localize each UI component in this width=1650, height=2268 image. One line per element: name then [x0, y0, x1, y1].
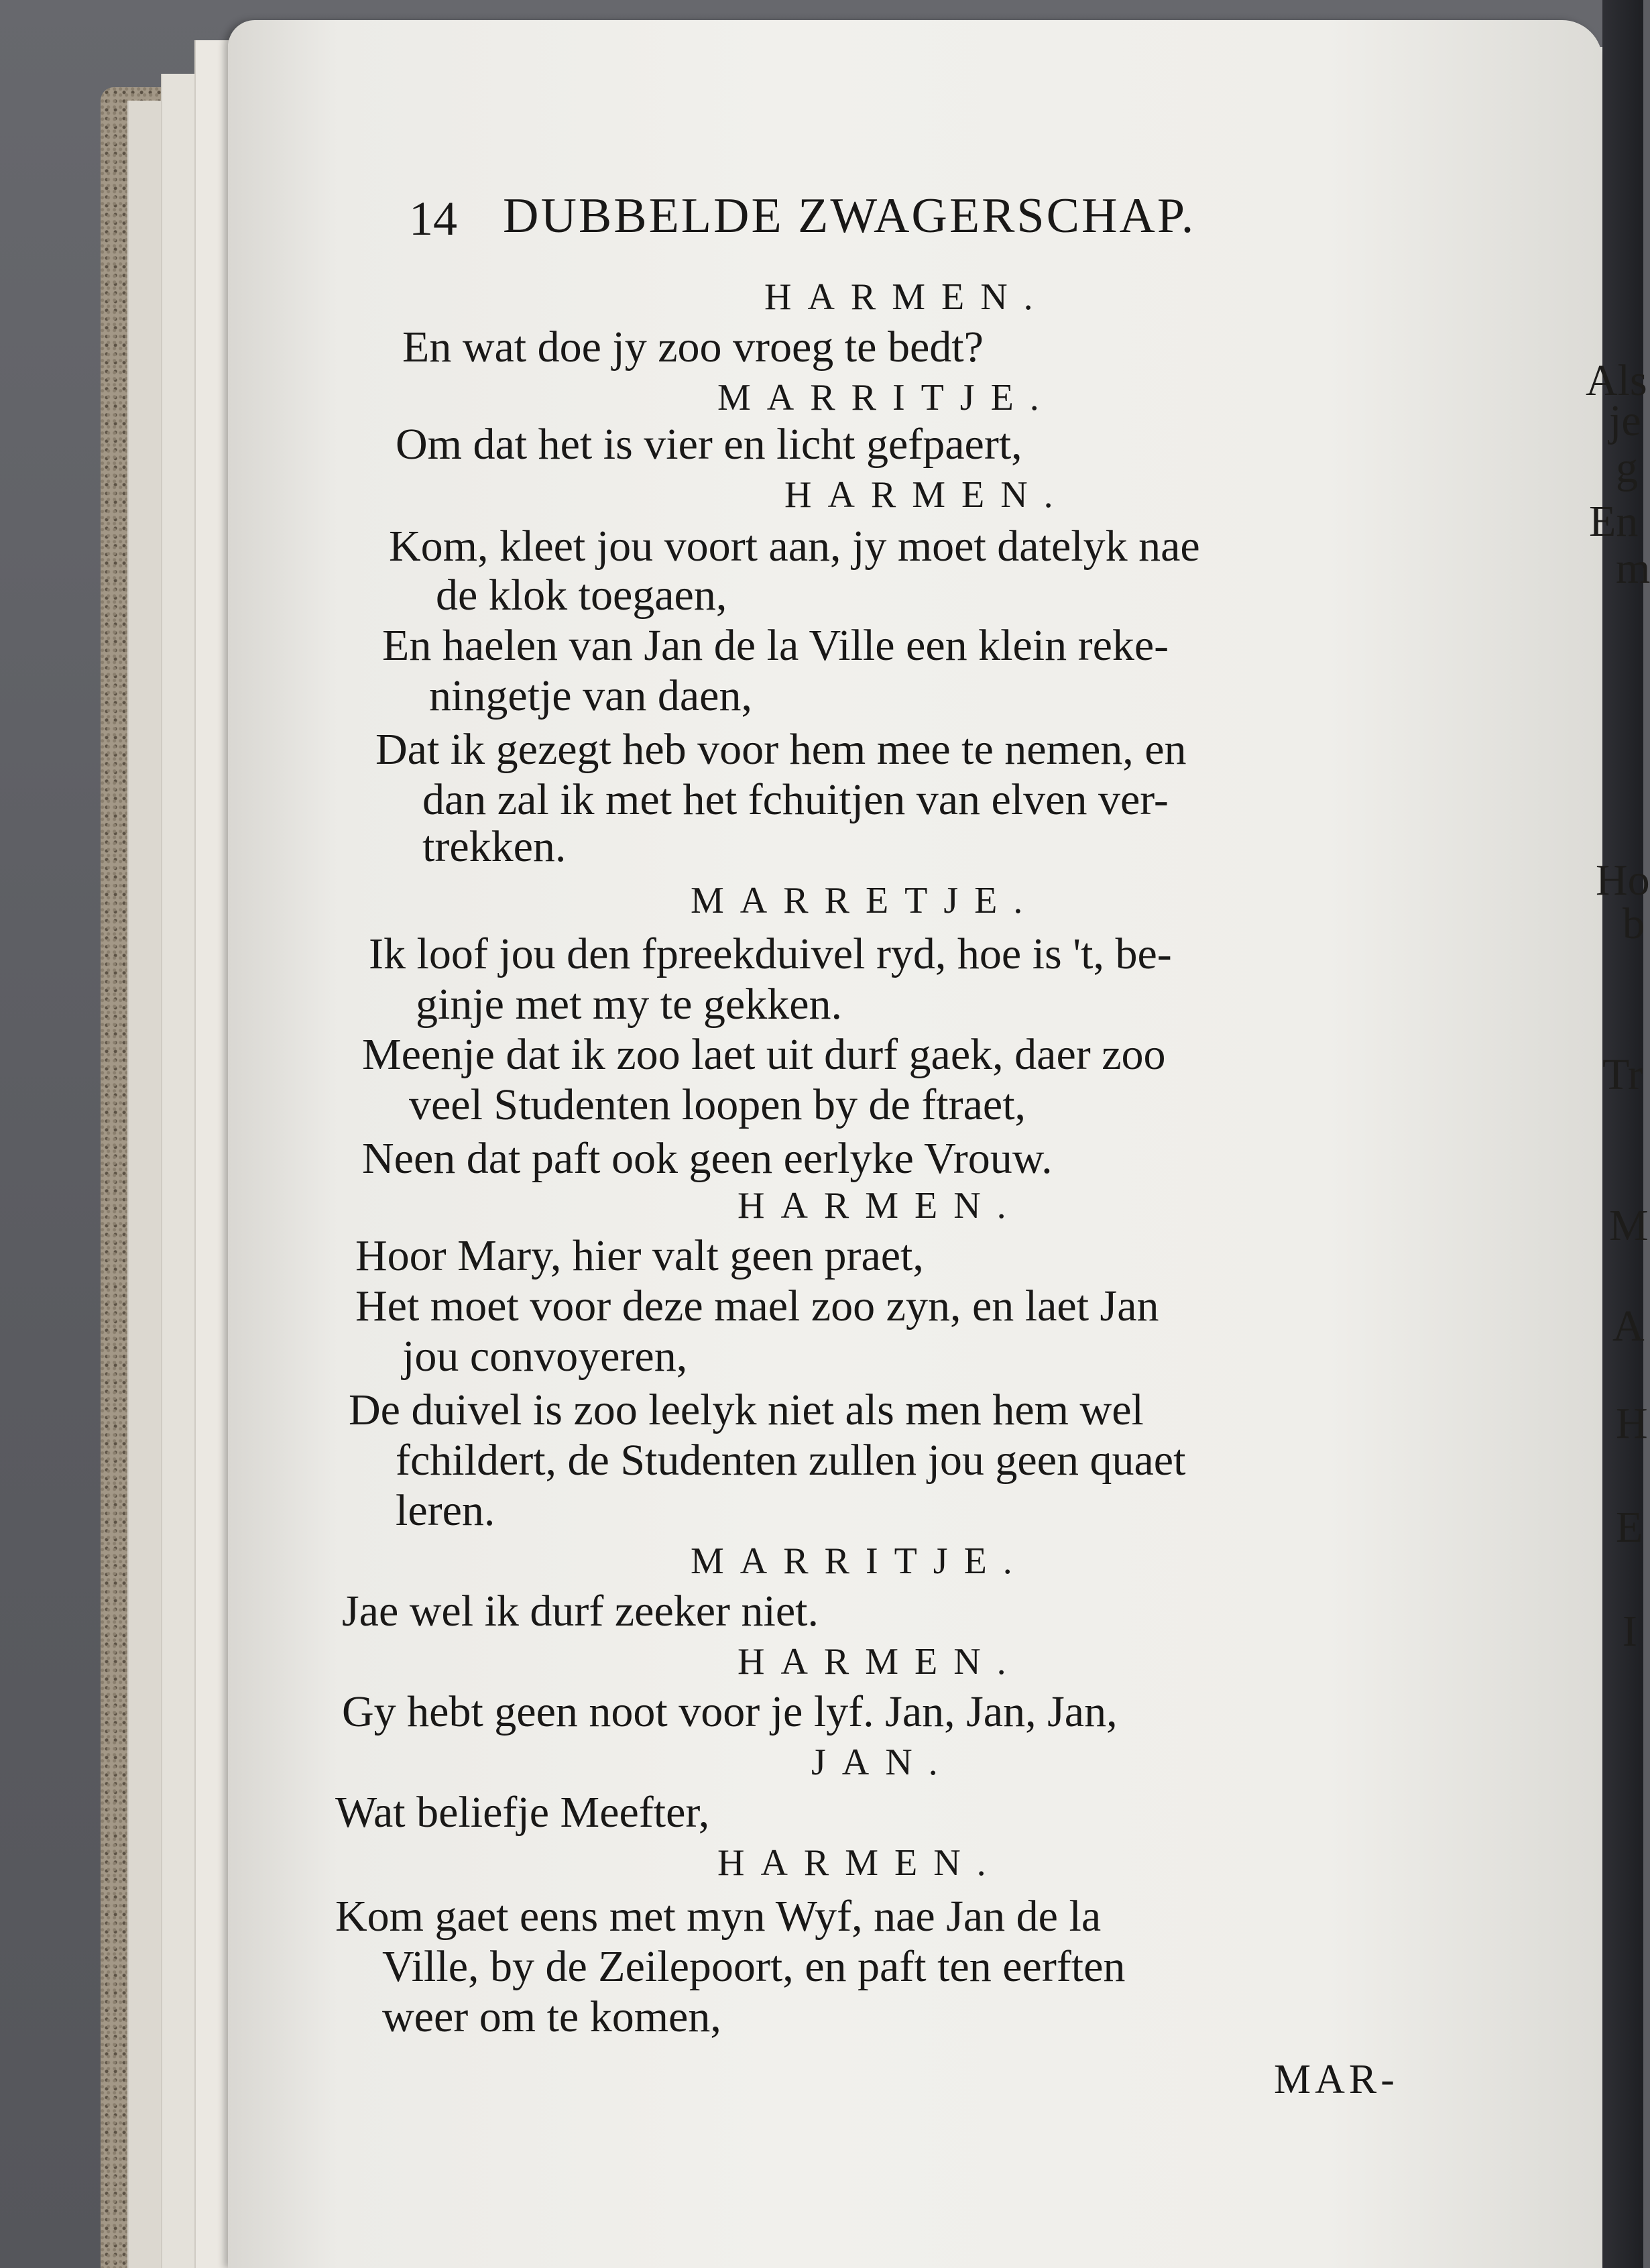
- verse-line: En wat doe jy zoo vroeg te bedt?: [402, 323, 984, 372]
- verse-line: Ik loof jou den fpreekduivel ryd, hoe is 't, be-: [369, 929, 1172, 978]
- facing-fragment: I: [1623, 1607, 1637, 1656]
- speaker-name: HARMEN.: [738, 1185, 1022, 1227]
- facing-fragment: m: [1616, 544, 1650, 593]
- verse-line: Meenje dat ik zoo laet uit durf gaek, daer zoo: [362, 1030, 1166, 1079]
- catchword: MAR-: [1274, 2057, 1399, 2102]
- running-title: DUBBELDE ZWAGERSCHAP.: [503, 188, 1196, 243]
- speaker-name: HARMEN.: [764, 276, 1049, 318]
- page-number: 14: [409, 192, 457, 245]
- book-gutter: [1602, 0, 1643, 2268]
- verse-line: Kom gaet eens met myn Wyf, nae Jan de la: [335, 1892, 1102, 1941]
- facing-fragment: Tr: [1602, 1050, 1643, 1099]
- verse-line: trekken.: [422, 822, 567, 871]
- facing-fragment: Ho: [1596, 856, 1650, 905]
- verse-line: Neen dat paft ook geen eerlyke Vrouw.: [362, 1134, 1053, 1183]
- verse-line: de klok toegaen,: [436, 571, 727, 620]
- verse-line: Gy hebt geen noot voor je lyf. Jan, Jan, Jan,: [342, 1687, 1118, 1736]
- facing-fragment: Als: [1586, 356, 1647, 405]
- verse-line: veel Studenten loopen by de ftraet,: [409, 1080, 1026, 1129]
- verse-line: Wat beliefje Meefter,: [335, 1788, 710, 1837]
- verse-line: Het moet voor deze mael zoo zyn, en laet Jan: [355, 1282, 1159, 1330]
- verse-line: fchildert, de Studenten zullen jou geen quaet: [396, 1436, 1186, 1485]
- facing-fragment: En: [1589, 497, 1639, 546]
- speaker-name: MARRETJE.: [691, 880, 1039, 921]
- speaker-name: HARMEN.: [717, 1842, 1002, 1884]
- speaker-name: HARMEN.: [738, 1641, 1022, 1683]
- speaker-name: MARRITJE.: [717, 377, 1055, 418]
- verse-line: weer om te komen,: [382, 1992, 721, 2041]
- verse-line: Kom, kleet jou voort aan, jy moet datelyk nae: [389, 522, 1200, 571]
- facing-fragment: A: [1612, 1302, 1645, 1351]
- verse-line: Jae wel ik durf zeeker niet.: [342, 1587, 819, 1636]
- verse-line: Om dat het is vier en licht gefpaert,: [396, 420, 1022, 469]
- verse-line: ningetje van daen,: [429, 671, 752, 720]
- speaker-name: HARMEN.: [784, 474, 1069, 516]
- facing-fragment: H: [1616, 1399, 1648, 1448]
- facing-fragment: E: [1616, 1503, 1643, 1552]
- speaker-name: MARRITJE.: [691, 1540, 1028, 1582]
- verse-line: Dat ik gezegt heb voor hem mee te nemen, en: [375, 725, 1187, 774]
- facing-fragment: g: [1616, 443, 1638, 492]
- verse-line: ginje met my te gekken.: [416, 980, 842, 1029]
- facing-fragment: je: [1609, 396, 1641, 445]
- verse-line: Hoor Mary, hier valt geen praet,: [355, 1231, 924, 1280]
- verse-line: leren.: [396, 1486, 495, 1535]
- verse-line: Ville, by de Zeilepoort, en paft ten eerften: [382, 1942, 1126, 1991]
- facing-fragment: b: [1623, 899, 1645, 948]
- verse-line: De duivel is zoo leelyk niet als men hem wel: [349, 1385, 1144, 1434]
- facing-fragment: M: [1609, 1201, 1649, 1250]
- verse-line: jou convoyeren,: [402, 1332, 688, 1381]
- book-page: [228, 20, 1602, 2268]
- verse-line: dan zal ik met het fchuitjen van elven ver-: [422, 775, 1169, 824]
- speaker-name: JAN.: [811, 1742, 954, 1783]
- verse-line: En haelen van Jan de la Ville een klein reke-: [382, 621, 1169, 670]
